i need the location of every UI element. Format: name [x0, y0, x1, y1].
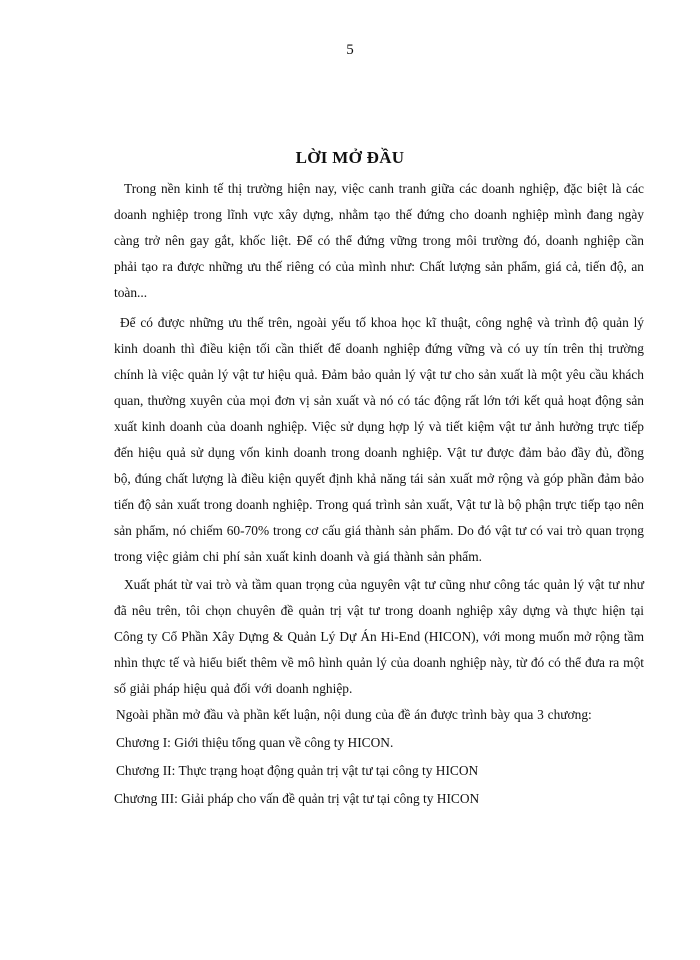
- page-title: LỜI MỞ ĐẦU: [295, 148, 405, 167]
- document-body: [114, 176, 644, 812]
- chapter-item-3: Chương III: Giải pháp cho vấn đề quản trị vật tư tại công ty HICON: [114, 791, 480, 806]
- paragraph-structure: Ngoài phần mở đầu và phần kết luận, nội dung của đề án được trình bày qua 3 chương:: [116, 707, 592, 722]
- page-number: 5: [346, 42, 354, 58]
- paragraph-intro: Trong nền kinh tế thị trường hiện nay, việc canh tranh giữa các doanh nghiệp, đặc biệt là các doanh nghiệp trong lĩnh vực xây dựng, nhằm tạo thế đứng cho doanh nghiệp mình đang ngày càng trở nên gay gắt, khốc liệt. Để có thể đứng vững trong môi trường đó, doanh nghiệp cần phải tạo ra được những ưu thế riêng có của mình như: Chất lượng sản phẩm, giá cả, tiến độ, an toàn...: [114, 181, 644, 300]
- paragraph-topic-choice: Xuất phát từ vai trò và tầm quan trọng của nguyên vật tư cũng như công tác quản lý vật tư như đã nêu trên, tôi chọn chuyên đề quản trị vật tư trong doanh nghiệp xây dựng và thực hiện tại Công ty Cổ Phần Xây Dựng & Quản Lý Dự Án Hi-End (HICON), với mong muốn mở rộng tầm nhìn thực tế và hiểu biết thêm về mô hình quản lý của doanh nghiệp này, từ đó có thể đưa ra một số giải pháp hiệu quả đối với doanh nghiệp.: [114, 577, 644, 696]
- paragraph-material-management: Để có được những ưu thế trên, ngoài yếu tố khoa học kĩ thuật, công nghệ và trình độ quản lý kinh doanh thì điều kiện tối cần thiết để doanh nghiệp đứng vững và có uy tín trên thị trường chính là việc quản lý vật tư hiệu quả. Đảm bảo quản lý vật tư cho sản xuất là một yêu cầu khách quan, thường xuyên của mọi đơn vị sản xuất và nó có tác động rất lớn tới kết quả hoạt động sản xuất kinh doanh của doanh nghiệp. Việc sử dụng hợp lý và tiết kiệm vật tư ảnh hưởng trực tiếp đến hiệu quả sử dụng vốn kinh doanh trong doanh nghiệp. Vật tư được đảm bảo đầy đủ, đồng bộ, đúng chất lượng là điều kiện quyết định khả năng tái sản xuất mở rộng và góp phần đảm bảo tiến độ sản xuất trong doanh nghiệp. Trong quá trình sản xuất, Vật tư là bộ phận trực tiếp tạo nên sản phẩm, nó chiếm 60-70% trong cơ cấu giá thành sản phẩm. Do đó vật tư có vai trò quan trọng trong việc giảm chi phí sản xuất kinh doanh và giá thành sản phẩm.: [114, 315, 644, 564]
- chapter-item-1: Chương I: Giới thiệu tổng quan về công ty HICON.: [116, 735, 394, 750]
- chapter-item-2: Chương II: Thực trạng hoạt động quản trị vật tư tại công ty HICON: [116, 763, 479, 778]
